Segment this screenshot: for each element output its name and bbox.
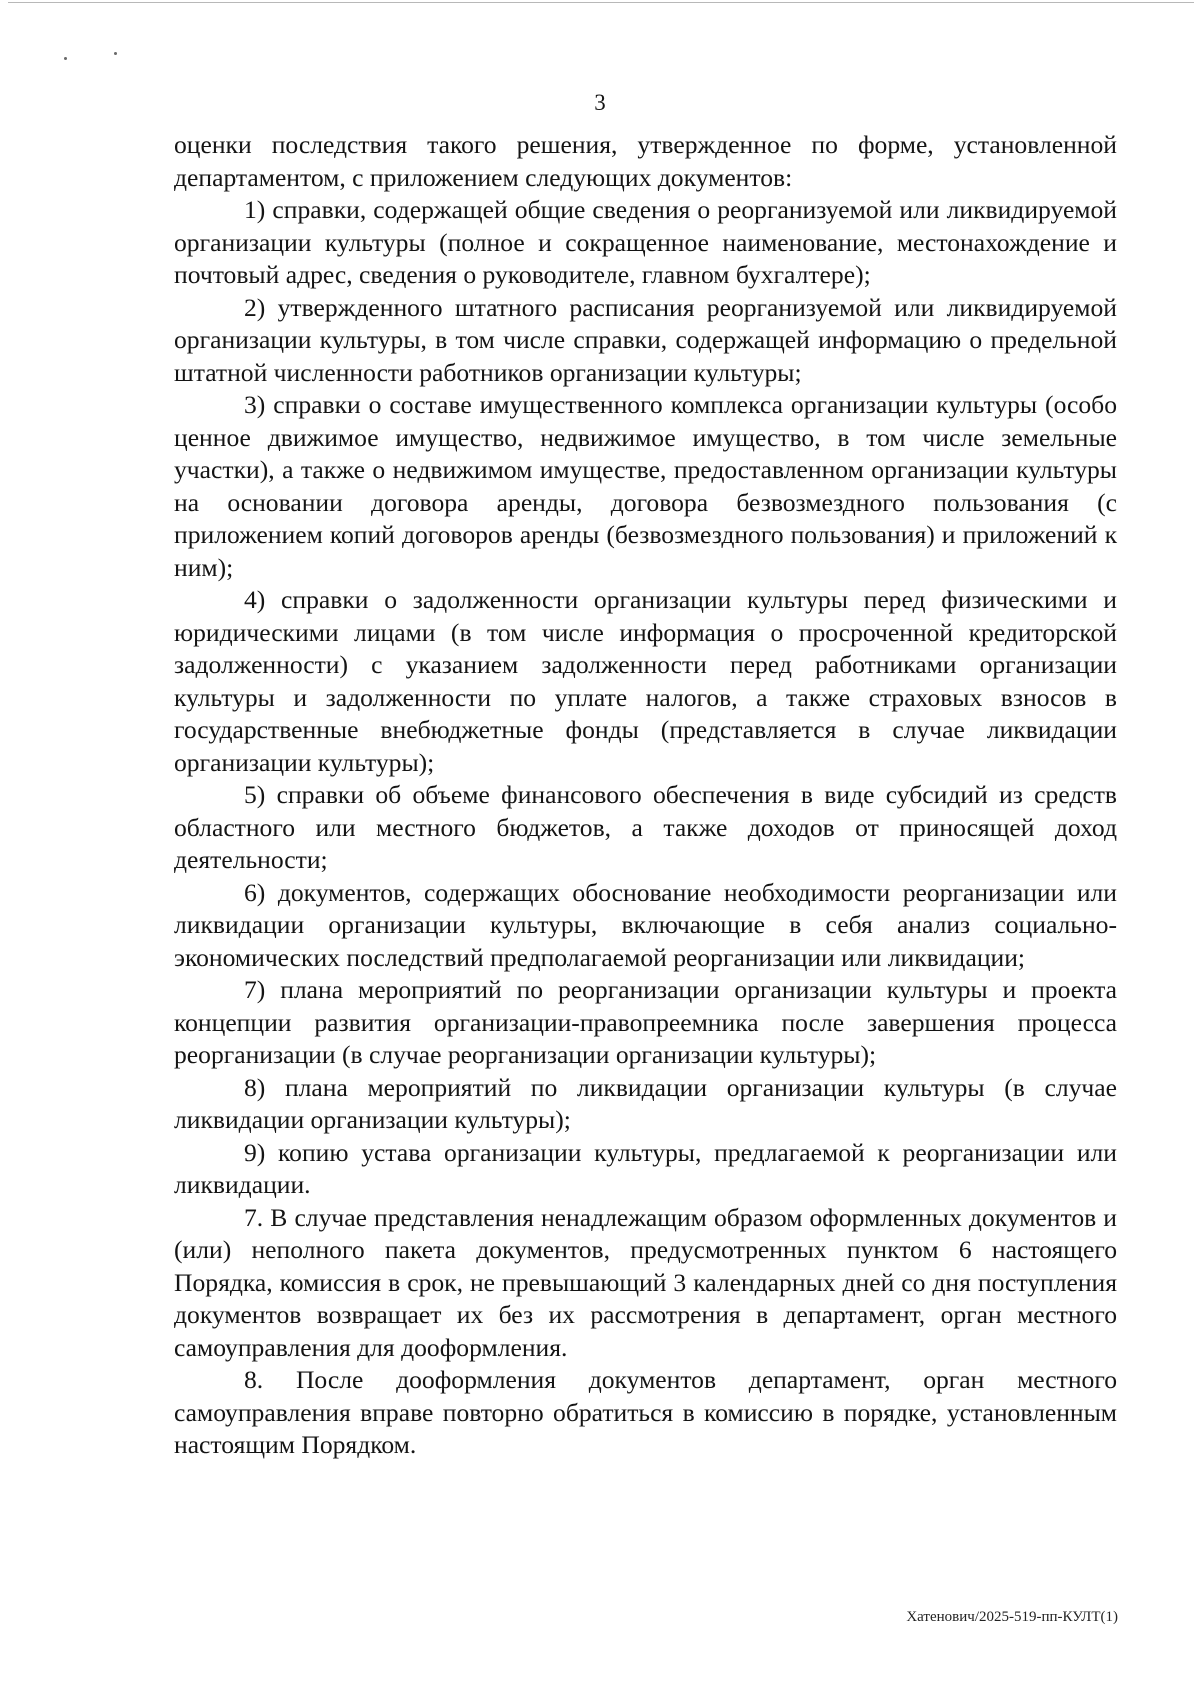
- list-item-6: 6) документов, содержащих обоснование необходимости реорганизации или ликвидации организации культуры, включающие в себя анализ социально-экономических последствий предполагаемой реорганизации или ликвидации;: [174, 877, 1117, 972]
- scan-speck: [114, 52, 117, 55]
- list-item-5: 5) справки об объеме финансового обеспечения в виде субсидий из средств областного или местного бюджетов, а также доходов от приносящей доход деятельности;: [174, 780, 1117, 874]
- list-item-7: 7) плана мероприятий по реорганизации организации культуры и проекта концепции развития организации-правопреемника после завершения процесса реорганизации (в случае реорганизации организации культуры);: [174, 975, 1117, 1069]
- list-item-8: 8) плана мероприятий по ликвидации организации культуры (в случае ликвидации организации культуры);: [174, 1072, 1117, 1134]
- list-item-4: 4) справки о задолженности организации культуры перед физическими и юридическими лицами (в том числе информация о просроченной кредиторской задолженности) с указанием задолженности перед работниками организации культуры и задолженности по уплате налогов, а также страховых взносов в государственные внебюджетные фонды (представляется в случае ликвидации организации культуры);: [174, 585, 1117, 777]
- paragraph-continuation: оценки последствия такого решения, утвержденное по форме, установленной департаментом, с приложением следующих документов:: [174, 130, 1117, 192]
- document-body: [174, 129, 1117, 1462]
- clause-7: 7. В случае представления ненадлежащим образом оформленных документов и (или) неполного пакета документов, предусмотренных пунктом 6 настоящего Порядка, комиссия в срок, не превышающий 3 календарных дней со дня поступления документов возвращает их без их рассмотрения в департамент, орган местного самоуправления для дооформления.: [174, 1202, 1117, 1362]
- list-item-9: 9) копию устава организации культуры, предлагаемой к реорганизации или ликвидации.: [174, 1137, 1117, 1199]
- list-item-1: 1) справки, содержащей общие сведения о реорганизуемой или ликвидируемой организации культуры (полное и сокращенное наименование, местонахождение и почтовый адрес, сведения о руководителе, главном бухгалтере);: [174, 195, 1117, 289]
- scan-speck: [64, 57, 67, 60]
- document-footer-code: Хатенович/2025-519-пп-КУЛТ(1): [906, 1609, 1118, 1625]
- clause-8: 8. После дооформления документов департамент, орган местного самоуправления вправе повторно обратиться в комиссию в порядке, установленным настоящим Порядком.: [174, 1365, 1117, 1459]
- scan-top-edge: [8, 2, 1194, 3]
- list-item-3: 3) справки о составе имущественного комплекса организации культуры (особо ценное движимое имущество, недвижимое имущество, в том числе земельные участки), а также о недвижимом имуществе, предоставленном организации культуры на основании договора аренды, договора безвозмездного пользования (с приложением копий договоров аренды (безвозмездного пользования) и приложений к ним);: [174, 390, 1117, 582]
- list-item-2: 2) утвержденного штатного расписания реорганизуемой или ликвидируемой организации культуры, в том числе справки, содержащей информацию о предельной штатной численности работников организации культуры;: [174, 292, 1117, 387]
- page-number: 3: [594, 90, 606, 115]
